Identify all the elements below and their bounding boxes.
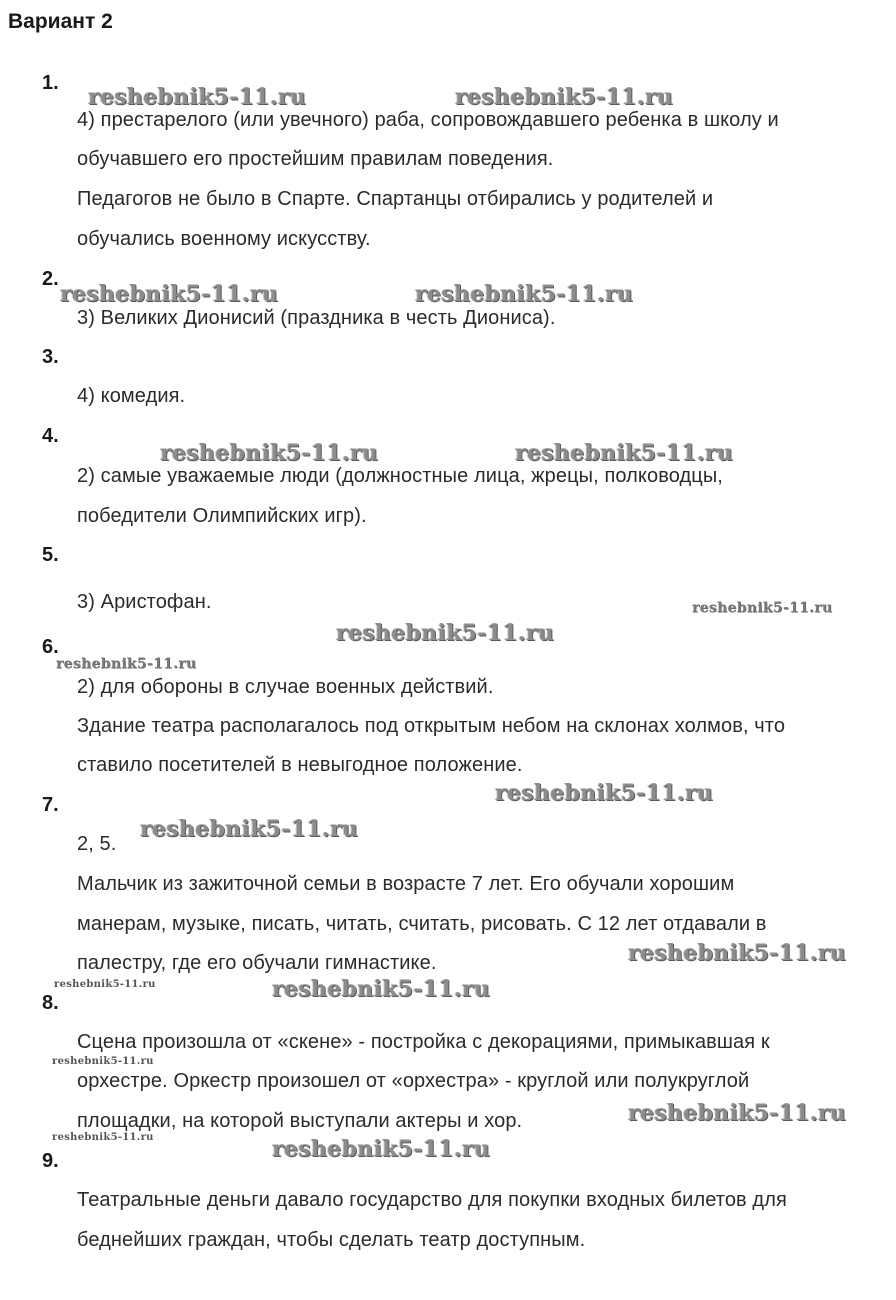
answer-line: 2) для обороны в случае военных действий. (77, 676, 494, 698)
answer-line: Мальчик из зажиточной семьи в возрасте 7 лет. Его обучали хорошим (77, 873, 735, 895)
watermark: reshebnik5-11.ru (60, 281, 279, 307)
answer-number: 1. (42, 72, 59, 94)
watermark: reshebnik5-11.ru (628, 940, 847, 966)
answer-line: 2, 5. (77, 833, 117, 855)
answer-line: площадки, на которой выступали актеры и хор. (77, 1110, 523, 1132)
page-title: Вариант 2 (8, 10, 113, 33)
answer-number: 7. (42, 794, 59, 816)
watermark: reshebnik5-11.ru (455, 84, 674, 110)
answer-line: обучались военному искусству. (77, 228, 371, 250)
watermark: reshebnik5-11.ru (52, 1056, 154, 1067)
watermark: reshebnik5-11.ru (336, 620, 555, 646)
watermark: reshebnik5-11.ru (56, 656, 197, 672)
watermark: reshebnik5-11.ru (515, 440, 734, 466)
answer-line: Педагогов не было в Спарте. Спартанцы отбирались у родителей и (77, 188, 714, 210)
answer-line: 4) комедия. (77, 385, 186, 407)
watermark: reshebnik5-11.ru (495, 780, 714, 806)
answer-number: 6. (42, 636, 59, 658)
answer-line: Здание театра располагалось под открытым небом на склонах холмов, что (77, 715, 786, 737)
answer-number: 2. (42, 268, 59, 290)
answer-line: палестру, где его обучали гимнастике. (77, 952, 437, 974)
answer-line: победители Олимпийских игр). (77, 505, 367, 527)
answer-number: 8. (42, 992, 59, 1014)
watermark: reshebnik5-11.ru (52, 1132, 154, 1143)
watermark: reshebnik5-11.ru (272, 1136, 491, 1162)
watermark: reshebnik5-11.ru (272, 976, 491, 1002)
answer-line: орхестре. Оркестр произошел от «орхестра» - круглой или полукруглой (77, 1070, 750, 1092)
watermark: reshebnik5-11.ru (54, 979, 156, 990)
answer-line: Театральные деньги давало государство для покупки входных билетов для (77, 1189, 787, 1211)
watermark: reshebnik5-11.ru (160, 440, 379, 466)
watermark: reshebnik5-11.ru (140, 816, 359, 842)
answer-line: 4) престарелого (или увечного) раба, сопровождавшего ребенка в школу и (77, 109, 779, 131)
watermark: reshebnik5-11.ru (692, 600, 833, 616)
answer-number: 4. (42, 425, 59, 447)
watermark: reshebnik5-11.ru (88, 84, 307, 110)
answer-line: 3) Аристофан. (77, 591, 212, 613)
watermark: reshebnik5-11.ru (415, 281, 634, 307)
answer-line: 2) самые уважаемые люди (должностные лица, жрецы, полководцы, (77, 465, 723, 487)
watermark: reshebnik5-11.ru (628, 1100, 847, 1126)
answer-line: ставило посетителей в невыгодное положение. (77, 754, 523, 776)
answer-number: 9. (42, 1150, 59, 1172)
answer-number: 3. (42, 346, 59, 368)
answer-line: обучавшего его простейшим правилам поведения. (77, 148, 554, 170)
answer-line: Сцена произошла от «скене» - постройка с декорациями, примыкавшая к (77, 1031, 770, 1053)
answer-line: 3) Великих Дионисий (праздника в честь Диониса). (77, 307, 556, 329)
answer-number: 5. (42, 544, 59, 566)
answer-line: беднейших граждан, чтобы сделать театр доступным. (77, 1229, 586, 1251)
answer-line: манерам, музыке, писать, читать, считать, рисовать. С 12 лет отдавали в (77, 913, 767, 935)
